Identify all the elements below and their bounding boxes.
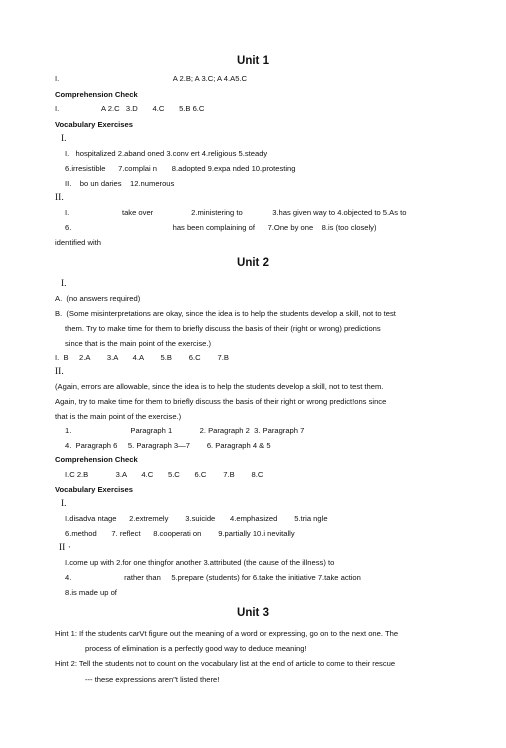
unit-2-vocab-ii-line-1: I.come up with 2.for one thingfor another 3.attributed (the cause of the illness) to bbox=[65, 558, 335, 567]
unit-2-vocab-ii-line-2: 4. rather than 5.prepare (students) for 6.take the initiative 7.take action bbox=[65, 573, 361, 582]
unit-1-comprehension-answers: I. A 2.C 3.D 4.C 5.B 6.C bbox=[55, 104, 205, 113]
unit-2-part-a: A. (no answers required) bbox=[55, 294, 141, 303]
unit-2-part-b-line-2: them. Try to make time for them to briefly discuss the basis of their (right or wrong) predictions bbox=[65, 324, 381, 333]
unit-2-vocab-section-i: I. bbox=[61, 499, 67, 509]
unit-2-comprehension-heading: Comprehension Check bbox=[55, 455, 138, 464]
unit-3-hint-1-line-2: process of elimination is a perfectly good way to deduce meaning! bbox=[85, 644, 307, 653]
unit-2-comprehension-answers: I.C 2.B 3.A 4.C 5.C 6.C 7.B 8.C bbox=[65, 470, 264, 479]
unit-2-ii-note-line-2: Again, try to make time for them to briefly discuss the basis of their right or wrong predict!ons since bbox=[55, 397, 387, 406]
unit-2-section-i: I. bbox=[61, 279, 67, 289]
unit-2-paragraph-answers-1: 1. Paragraph 1 2. Paragraph 2 3. Paragraph 7 bbox=[65, 426, 305, 435]
unit-3-heading: Unit 3 bbox=[237, 607, 269, 619]
unit-2-section-ii: II. bbox=[55, 367, 64, 377]
unit-3-hint-2-line-2: --- these expressions aren"t listed there! bbox=[85, 675, 220, 684]
unit-1-heading: Unit 1 bbox=[237, 55, 269, 67]
unit-2-vocab-line-2: 6.method 7. reflect 8.cooperati on 9.partially 10.i nevitally bbox=[65, 529, 295, 538]
unit-2-ii-note-line-1: (Again, errors are allowable, since the idea is to help the students develop a skill, not to test them. bbox=[55, 382, 384, 391]
unit-1-vocab-line-3: II. bo un daries 12.numerous bbox=[65, 179, 175, 188]
unit-2-paragraph-answers-2: 4. Paragraph 6 5. Paragraph 3—7 6. Paragraph 4 & 5 bbox=[65, 441, 271, 450]
unit-2-heading: Unit 2 bbox=[237, 257, 269, 269]
unit-1-comprehension-heading: Comprehension Check bbox=[55, 90, 138, 99]
unit-2-part-b-line-3: since that is the main point of the exercise.) bbox=[65, 339, 212, 348]
unit-1-vocab-section-ii: II. bbox=[55, 193, 64, 203]
unit-2-part-b-line-1: B. (Some misinterpretations are okay, since the idea is to help the students develop a skill, not to test bbox=[55, 309, 396, 318]
unit-1-vocab-ii-line-1: I. take over 2.ministering to 3.has given way to 4.objected to 5.As to bbox=[65, 208, 407, 217]
unit-1-vocabulary-heading: Vocabulary Exercises bbox=[55, 120, 133, 129]
unit-3-hint-2-line-1: Hint 2: Tell the students not to count on the vocabulary list at the end of article to come to their rescue bbox=[55, 659, 396, 668]
unit-1-vocab-ii-line-2: 6. has been complaining of 7.One by one 8.is (too closely) bbox=[65, 223, 377, 232]
unit-2-vocab-line-1: I.disadva ntage 2.extremely 3.suicide 4.emphasized 5.tria ngle bbox=[65, 514, 328, 523]
unit-3-hint-1-line-1: Hint 1: If the students carVt figure out the meaning of a word or expressing, go on to the next one. The bbox=[55, 629, 399, 638]
unit-2-ii-note-line-3: that is the main point of the exercise.) bbox=[55, 412, 182, 421]
unit-1-answers-line: I. A 2.B; A 3.C; A 4.A5.C bbox=[55, 74, 248, 83]
unit-2-vocab-section-ii: II · bbox=[59, 543, 71, 553]
unit-2-vocab-ii-line-3: 8.is made up of bbox=[65, 588, 117, 597]
unit-1-vocab-line-1: I. hospitalized 2.aband oned 3.conv ert 4.religious 5.steady bbox=[65, 149, 268, 158]
unit-2-answers-line: I. B 2.A 3.A 4.A 5.B 6.C 7.B bbox=[55, 353, 229, 362]
unit-1-vocab-section-i: I. bbox=[61, 134, 67, 144]
unit-1-vocab-line-2: 6.irresistible 7.complai n 8.adopted 9.expa nded 10.protesting bbox=[65, 164, 296, 173]
unit-1-vocab-ii-line-3: identified with bbox=[55, 238, 102, 247]
unit-2-vocabulary-heading: Vocabulary Exercises bbox=[55, 485, 133, 494]
